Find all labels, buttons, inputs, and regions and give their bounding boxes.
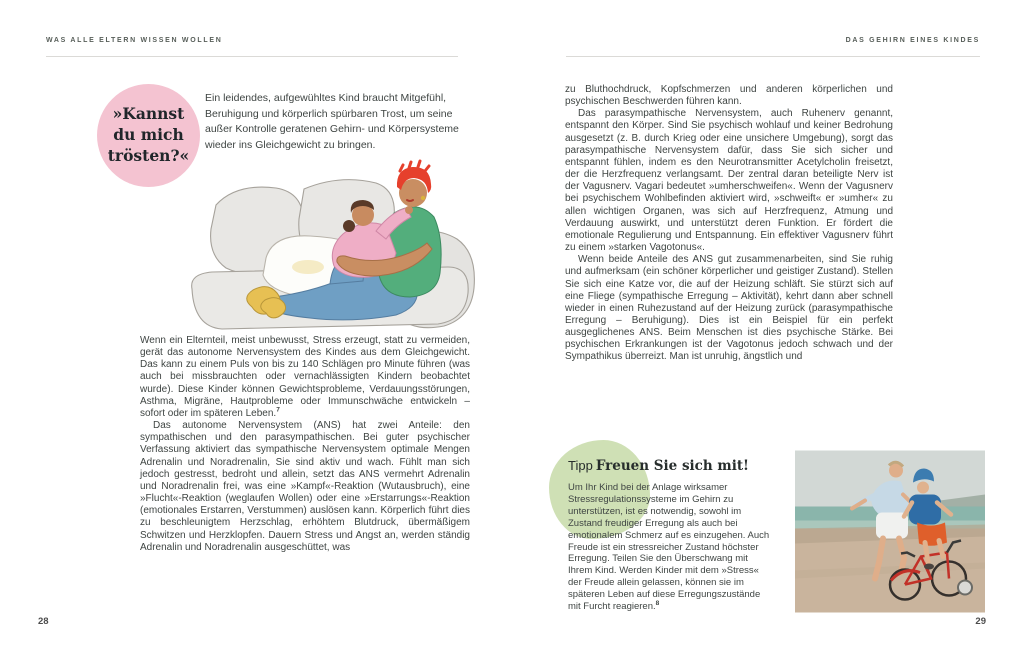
footnote-marker: 8 xyxy=(655,599,660,607)
body-column-right xyxy=(565,84,893,364)
quote-text: »Kannst du mich trösten?« xyxy=(107,104,190,165)
beach-photo xyxy=(795,450,985,613)
paragraph: Das autonome Nervensystem (ANS) hat zwei Anteile: den sympathischen und den parasympathischen. Bei guter psychischer Verfassung aktiviert das sympathische Nervensystem optimale Mengen Adrenalin und Noradrenalin, Sie sind aktiv und wach. Fühlt man sich jedoch gestresst, bedroht und allein, setzt das ANS vermehrt Adrenalin und Noradrenalin frei, was eine »Kampf«-Reaktion (Wutausbruch), eine »Flucht«-Reaktion (weglaufen Wollen) oder eine »Erstarrungs«-Reaktion (emotionales Erstarren, Verstummen) auslösen kann. Körperlich führt dies zu beschleunigtem Herzschlag, erhöhtem Blutdruck, übermäßigem Schwitzen und Herzklopfen. Dauern Stress und Angst an, werden ständig Adrenalin und Noradrenalin ausgeschüttet, was xyxy=(140,420,470,553)
tip-label: Tipp xyxy=(568,458,593,473)
body-column-left xyxy=(140,335,470,554)
intro-paragraph: Ein leidendes, aufgewühltes Kind braucht Mitgefühl, Beruhigung und körperlich spürbaren Trost, um seine außer Kontrolle geratenen Gehirn- und Körpersysteme wieder ins Gleichgewicht zu bringen. xyxy=(205,92,459,151)
sofa-illustration xyxy=(180,157,480,333)
tip-title: Freuen Sie sich mit! xyxy=(595,458,749,474)
paragraph: zu Bluthochdruck, Kopfschmerzen und anderen körperlichen und psychischen Beschwerden führen kann. xyxy=(565,84,893,108)
running-head-right: DAS GEHIRN EINES KINDES xyxy=(845,37,980,44)
header-rule-right xyxy=(566,56,980,57)
page-number-right: 29 xyxy=(975,616,986,627)
paragraph: Das parasympathische Nervensystem, auch Ruhenerv genannt, entspannt den Körper. Sind Sie psychisch wohlauf und keiner Bedrohung ausgesetzt (z. B. durch Krieg oder eine unsichere Umgebung), sorgt das parasympathische Nervensystem dafür, dass Sie sich sicher und entspannt fühlen, indem es den Neurotransmitter Acetylcholin freisetzt, der die Herzfrequenz verlangsamt. Der zentral daran beteiligte Nerv ist der Vagusnerv. Vagari bedeutet »umherschweifen«. Wenn der Vagusnerv bei psychischem Wohlbefinden aktiviert wird, »schweift« er »umher« zu allen wichtigen Organen, was sich auf Herzfrequenz, Atmung und Verdauung auswirkt, und unterstützt deren Funktion. Er fördert die emotionale Regulierung und Entspannung. Ein effektiver Vagusnerv führt zu einem »starken Vagotonus«. xyxy=(565,108,893,254)
tip-heading xyxy=(568,457,775,475)
paragraph: Wenn beide Anteile des ANS gut zusammenarbeiten, sind Sie ruhig und aufmerksam (ein schöner körperlicher und geistiger Zustand). Stellen Sie sich eine Katze vor, die auf der Heizung schläft. Sie stürzt sich auf eine Fliege (sympathische Erregung – Aktivität), kehrt dann aber schnell wieder in einen Ruhezustand auf der Heizung zurück (parasympathische Erregung – Beruhigung). Dies ist ein Beispiel für ein perfekt ausgeglichenes ANS. Beim Menschen ist dies psychische Stärke. Bei psychischen Erkrankungen ist der Vagotonus jedoch schwach und der Sympathikus überreizt. Man ist unruhig, ängstlich und xyxy=(565,254,893,363)
running-head-left: WAS ALLE ELTERN WISSEN WOLLEN xyxy=(46,37,223,44)
paragraph: Wenn ein Elternteil, meist unbewusst, Stress erzeugt, statt zu vermeiden, gerät das autonome Nervensystem des Kindes aus dem Gleichgewicht. Das kann zu einem Puls von bis zu 140 Schlägen pro Minute führen (was auch bei missbrauchten oder vernachlässigten Kindern beobachtet wurde). Diese Kinder können Gewichtsprobleme, Verdauungsstörungen, Asthma, Migräne, Hautprobleme oder Immunschwäche entwickeln – sofort oder im späteren Leben.$^7$ xyxy=(140,335,470,419)
tip-body: Um Ihr Kind bei der Anlage wirksamer Stressregulationssysteme im Gehirn zu unterstützen, ist es notwendig, sowohl im Zustand freudiger Erregung als auch bei emotionalem Schmerz auf es einzugehen. Auch Freude ist ein stressreicher Zustand höchster Erregung. Teilen Sie den Überschwang mit Ihrem Kind. Werden Kinder mit dem »Stress« der Freude allein gelassen, können sie im späteren Leben auf diese Erregungszustände mit Furcht reagieren.$^8$ xyxy=(568,482,770,613)
header-rule-left xyxy=(46,56,458,57)
page-number-left: 28 xyxy=(38,616,49,627)
tip-box xyxy=(568,457,775,613)
footnote-marker: 7 xyxy=(276,406,280,414)
